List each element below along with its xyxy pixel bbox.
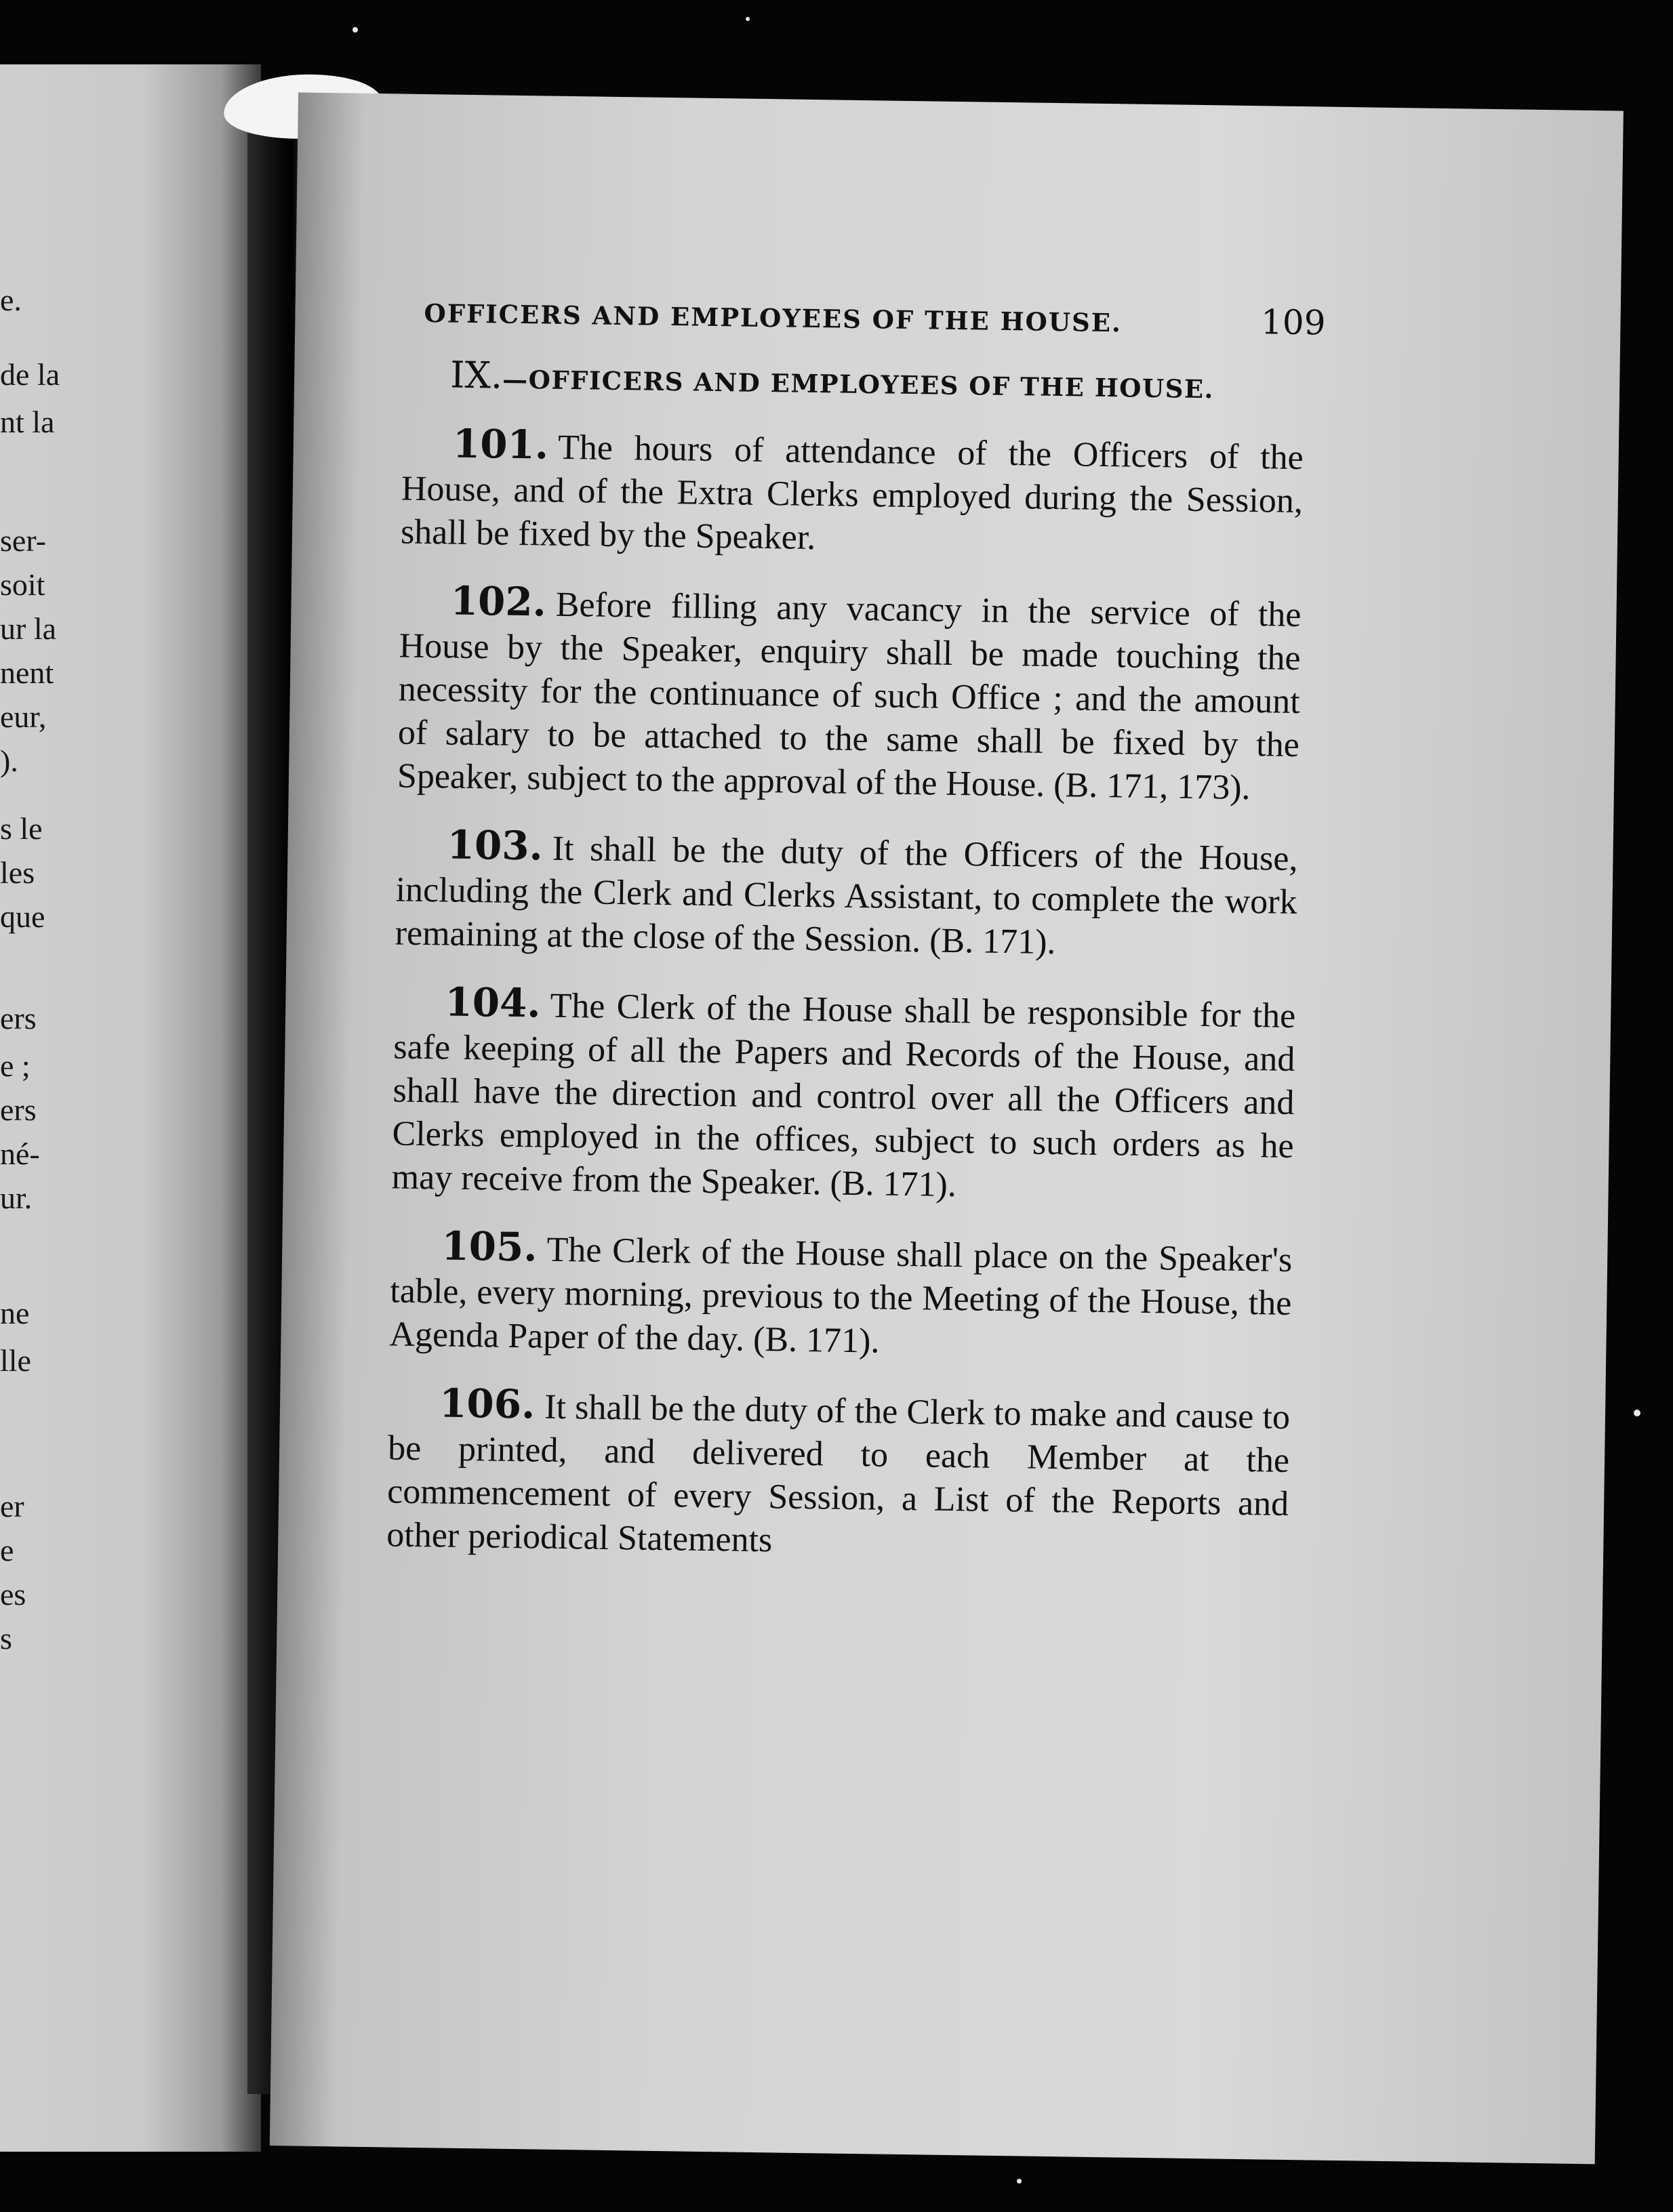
facing-page-line: né-: [0, 1136, 40, 1171]
facing-page-line: eur,: [0, 699, 47, 734]
rule-number: 106.: [439, 1380, 536, 1428]
rule-number: 102.: [450, 577, 547, 626]
facing-page-line: ne: [0, 1296, 30, 1330]
page-content: [386, 291, 1326, 1594]
facing-page-fragment: [0, 64, 261, 2152]
rule-text: The hours of attendance of the Officers of the House, and of the Extra Clerks employed during the Session, shall be fixed by the Speaker.: [400, 428, 1304, 558]
rule-paragraph: [389, 1223, 1293, 1369]
scan-speck: [1634, 1410, 1640, 1416]
facing-page-line: e.: [0, 283, 22, 317]
facing-page-line: lle: [0, 1343, 31, 1378]
facing-page-text: [0, 64, 88, 2152]
facing-page-line: es: [0, 1577, 26, 1612]
scan-speck: [746, 17, 750, 21]
facing-page-line: ur la: [0, 611, 57, 646]
rule-number: 105.: [441, 1223, 538, 1271]
facing-page-line: de la: [0, 357, 60, 392]
chapter-roman-numeral: IX.: [449, 353, 503, 397]
rule-paragraph: [395, 822, 1298, 968]
rule-paragraph: [401, 422, 1304, 567]
facing-page-line: ser-: [0, 523, 47, 558]
rule-number: 101.: [452, 420, 549, 468]
scan-speck: [352, 27, 358, 33]
rule-text: Before filling any vacancy in the service of the House by the Speaker, enquiry shall be made touching the necessity for the continuance of such Office ; and the amount of salary to be attached to the same shall be fixed by the Speaker, subject to the approval of the House. (B. 171, 173).: [397, 585, 1302, 808]
running-head-title: OFFICERS AND EMPLOYEES OF THE HOUSE.: [424, 298, 1123, 338]
rule-text: The Clerk of the House shall place on the Speaker's table, every morning, previous to the Meeting of the House, the Agenda Paper of the day. (B. 171).: [389, 1230, 1293, 1361]
main-page: [270, 92, 1624, 2164]
facing-page-line: s: [0, 1621, 12, 1656]
rule-text: It shall be the duty of the Officers of the House, including the Clerk and Clerks Assistant, to complete the work remaining at the close of the Session. (B. 171).: [395, 829, 1298, 962]
rule-paragraph: [386, 1380, 1291, 1570]
facing-page-line: er: [0, 1489, 24, 1523]
facing-page-line: nent: [0, 655, 54, 690]
running-head: [424, 291, 1326, 343]
facing-page-line: ur.: [0, 1181, 33, 1215]
facing-page-line: s le: [0, 811, 43, 846]
rules-list: [386, 422, 1304, 1570]
rule-text: It shall be the duty of the Clerk to make and cause to be printed, and delivered to each Member at the commencement of every Session, a List of the Reports and other periodical Statements: [386, 1387, 1291, 1560]
facing-page-line: les: [0, 855, 35, 890]
rule-number: 103.: [447, 821, 544, 869]
facing-page-line: e: [0, 1533, 14, 1568]
facing-page-line: ers: [0, 1001, 37, 1036]
facing-page-line: e ;: [0, 1048, 31, 1083]
facing-page-line: ).: [0, 743, 18, 778]
rule-text: The Clerk of the House shall be responsible for the safe keeping of all the Papers and Records of the House, and shall have the direction and control over all the Officers and Clerks employed in the offices, subject to such orders as he may receive from the Speaker. (B. 171).: [391, 986, 1296, 1205]
facing-page-line: ers: [0, 1092, 37, 1127]
facing-page-line: soit: [0, 567, 45, 602]
rule-number: 104.: [444, 979, 542, 1027]
rule-paragraph: [391, 979, 1295, 1212]
chapter-heading: [450, 354, 1305, 409]
scan-speck: [1017, 2179, 1022, 2184]
chapter-title-text: —OFFICERS AND EMPLOYEES OF THE HOUSE.: [502, 364, 1215, 405]
rule-paragraph: [397, 579, 1302, 811]
page-number: 109: [1260, 302, 1326, 343]
facing-page-line: que: [0, 899, 45, 934]
facing-page-line: nt la: [0, 405, 55, 439]
